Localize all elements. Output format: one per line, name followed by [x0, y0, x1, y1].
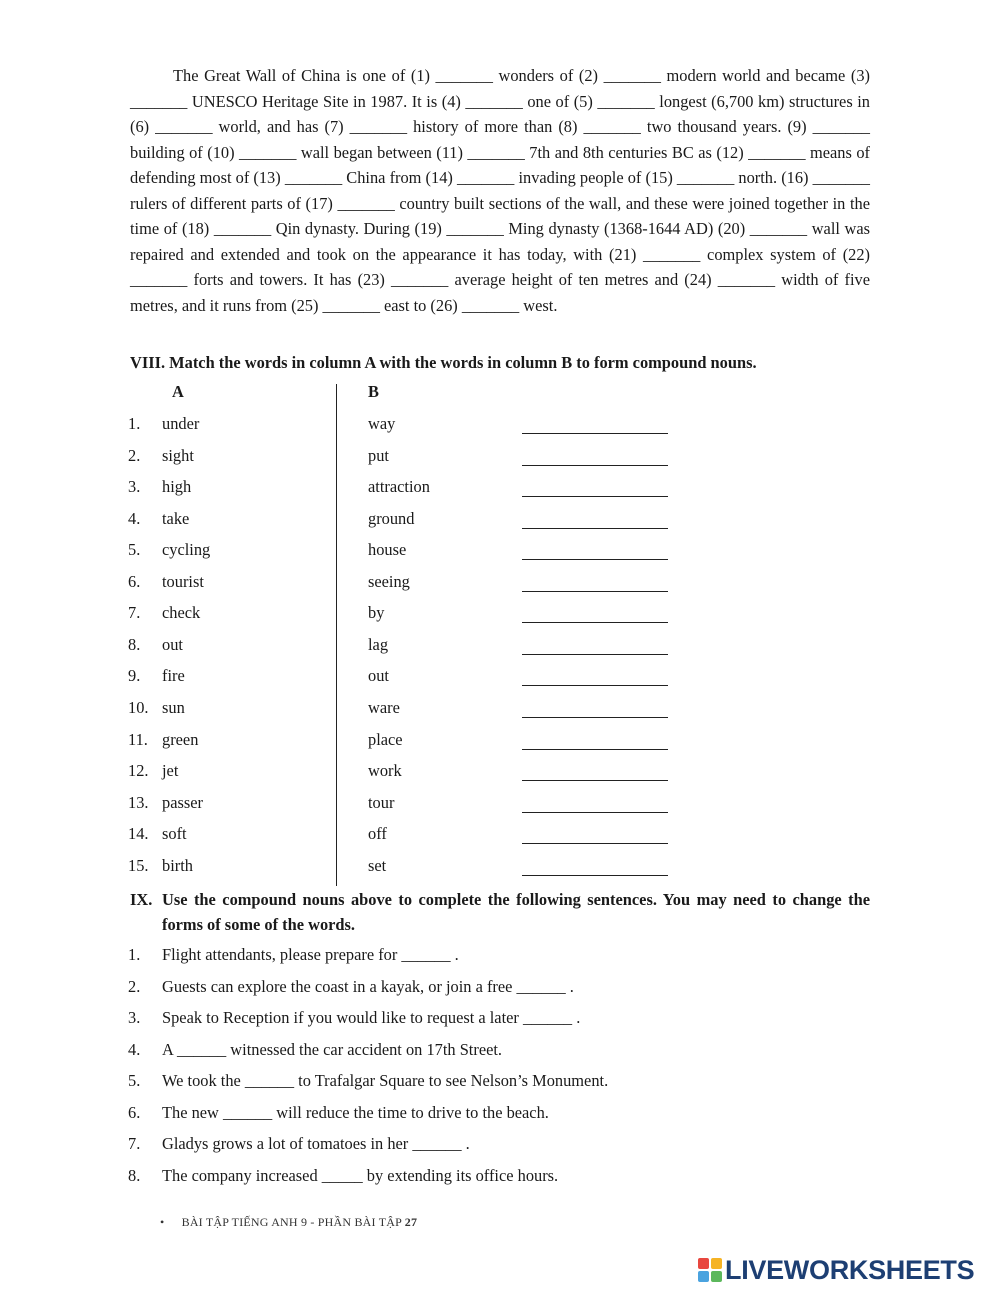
word-a: cycling — [162, 540, 211, 559]
word-a: sun — [162, 698, 185, 717]
answer-line[interactable] — [522, 749, 668, 750]
footer-text: BÀI TẬP TIẾNG ANH 9 - PHẦN BÀI TẬP — [181, 1215, 402, 1229]
answer-line[interactable] — [522, 591, 668, 592]
sentence-text[interactable]: Guests can explore the coast in a kayak, or join a free ______ . — [162, 977, 574, 996]
match-row — [128, 603, 688, 634]
answer-line[interactable] — [522, 875, 668, 876]
row-number: 5. — [128, 540, 141, 559]
word-a: passer — [162, 793, 203, 812]
word-b: by — [368, 603, 385, 622]
answer-line[interactable] — [522, 812, 668, 813]
section-9-heading — [130, 887, 870, 937]
word-a: tourist — [162, 572, 204, 591]
page-number: 27 — [404, 1215, 418, 1229]
section-9-instructions: Use the compound nouns above to complete the following sentences. You may need to change the forms of some of the words. — [162, 890, 870, 934]
column-b-header: B — [368, 382, 379, 401]
sentence-text[interactable]: Flight attendants, please prepare for ______ . — [162, 945, 459, 964]
word-b: lag — [368, 635, 389, 654]
row-number: 6. — [128, 572, 141, 591]
row-number: 4. — [128, 509, 141, 528]
answer-line[interactable] — [522, 433, 668, 434]
row-number: 14. — [128, 824, 149, 843]
sentence-text[interactable]: The new ______ will reduce the time to drive to the beach. — [162, 1103, 549, 1122]
answer-line[interactable] — [522, 496, 668, 497]
answer-line[interactable] — [522, 559, 668, 560]
match-row — [128, 730, 688, 761]
row-number: 8. — [128, 635, 141, 654]
word-a: soft — [162, 824, 187, 843]
sentence-number: 7. — [128, 1134, 141, 1153]
sentence-item — [128, 1040, 868, 1070]
answer-line[interactable] — [522, 622, 668, 623]
match-row — [128, 761, 688, 792]
section-8-heading: VIII. Match the words in column A with the words in column B to form compound nouns. — [130, 353, 757, 372]
word-a: sight — [162, 446, 194, 465]
page-footer — [160, 1215, 417, 1230]
word-b: seeing — [368, 572, 410, 591]
column-a-header: A — [172, 382, 184, 401]
match-row — [128, 824, 688, 855]
sentence-number: 5. — [128, 1071, 141, 1090]
sentence-text[interactable]: Speak to Reception if you would like to request a later ______ . — [162, 1008, 581, 1027]
word-b: attraction — [368, 477, 430, 496]
sentence-number: 6. — [128, 1103, 141, 1122]
section-9-number: IX. — [130, 890, 153, 909]
match-row — [128, 666, 688, 697]
word-a: take — [162, 509, 190, 528]
logo-wordmark: LIVEWORKSHEETS — [725, 1255, 975, 1285]
row-number: 10. — [128, 698, 149, 717]
footer-bullet: • — [160, 1215, 165, 1229]
word-b: out — [368, 666, 389, 685]
sentence-item — [128, 1166, 868, 1196]
answer-line[interactable] — [522, 528, 668, 529]
word-b: off — [368, 824, 387, 843]
word-b: way — [368, 414, 396, 433]
row-number: 13. — [128, 793, 149, 812]
sentence-text[interactable]: Gladys grows a lot of tomatoes in her ______ . — [162, 1134, 470, 1153]
match-row — [128, 414, 688, 445]
answer-line[interactable] — [522, 685, 668, 686]
logo-square-icon — [698, 1258, 709, 1269]
sentence-number: 8. — [128, 1166, 141, 1185]
sentence-number: 4. — [128, 1040, 141, 1059]
word-a: green — [162, 730, 199, 749]
sentence-item — [128, 945, 868, 975]
word-a: check — [162, 603, 201, 622]
word-a: fire — [162, 666, 185, 685]
match-row — [128, 856, 688, 887]
answer-line[interactable] — [522, 654, 668, 655]
row-number: 2. — [128, 446, 141, 465]
sentence-text[interactable]: The company increased _____ by extending its office hours. — [162, 1166, 559, 1185]
word-b: ware — [368, 698, 400, 717]
sentence-text[interactable]: We took the ______ to Trafalgar Square to see Nelson’s Monument. — [162, 1071, 609, 1090]
match-row — [128, 446, 688, 477]
word-a: out — [162, 635, 183, 654]
sentence-number: 3. — [128, 1008, 141, 1027]
row-number: 1. — [128, 414, 141, 433]
row-number: 12. — [128, 761, 149, 780]
word-a: jet — [162, 761, 179, 780]
logo-square-icon — [698, 1271, 709, 1282]
word-b: house — [368, 540, 407, 559]
sentence-text[interactable]: A ______ witnessed the car accident on 17th Street. — [162, 1040, 503, 1059]
logo-square-icon — [711, 1258, 722, 1269]
word-a: birth — [162, 856, 193, 875]
answer-line[interactable] — [522, 780, 668, 781]
match-row — [128, 572, 688, 603]
match-row — [128, 793, 688, 824]
row-number: 7. — [128, 603, 141, 622]
sentence-number: 2. — [128, 977, 141, 996]
row-number: 11. — [128, 730, 148, 749]
answer-line[interactable] — [522, 465, 668, 466]
row-number: 9. — [128, 666, 141, 685]
word-b: set — [368, 856, 387, 875]
match-row — [128, 698, 688, 729]
answer-line[interactable] — [522, 717, 668, 718]
word-a: high — [162, 477, 192, 496]
match-row — [128, 635, 688, 666]
row-number: 3. — [128, 477, 141, 496]
match-row — [128, 509, 688, 540]
word-b: place — [368, 730, 403, 749]
sentence-item — [128, 1134, 868, 1164]
sentence-item — [128, 1071, 868, 1101]
word-b: work — [368, 761, 402, 780]
sentence-item — [128, 1103, 868, 1133]
sentence-number: 1. — [128, 945, 141, 964]
answer-line[interactable] — [522, 843, 668, 844]
row-number: 15. — [128, 856, 149, 875]
word-b: ground — [368, 509, 415, 528]
match-row — [128, 477, 688, 508]
liveworksheets-logo[interactable] — [698, 1254, 974, 1286]
word-b: put — [368, 446, 389, 465]
passage: The Great Wall of China is one of (1) _______ wonders of (2) _______ modern world and became (3) _______ UNESCO Heritage Site in 1987. It is (4) _______ one of (5) _______ longest (6,700 km) structures in (6) _______ world, and has (7) _______ history of more than (8) _______ two thousand years. (9) _______ building of (10) _______ wall began between (11) _______ 7th and 8th centuries BC as (12) _______ means of defending most of (13) _______ China from (14) _______ invading people of (15) _______ north. (16) _______ rulers of different parts of (17) _______ country built sections of the wall, and these were joined together in the time of (18) _______ Qin dynasty. During (19) _______ Ming dynasty (1368-1644 AD) (20) _______ wall was repaired and extended and took on the appearance it has today, with (21) _______ complex system of (22) _______ forts and towers. It has (23) _______ average height of ten metres and (24) _______ width of five metres, and it runs from (25) _______ east to (26) _______ west. — [130, 66, 870, 315]
sentence-item — [128, 1008, 868, 1038]
sentence-item — [128, 977, 868, 1007]
logo-square-icon — [711, 1271, 722, 1282]
logo-mark-icon — [698, 1258, 722, 1282]
word-a: under — [162, 414, 200, 433]
word-b: tour — [368, 793, 395, 812]
match-row — [128, 540, 688, 571]
